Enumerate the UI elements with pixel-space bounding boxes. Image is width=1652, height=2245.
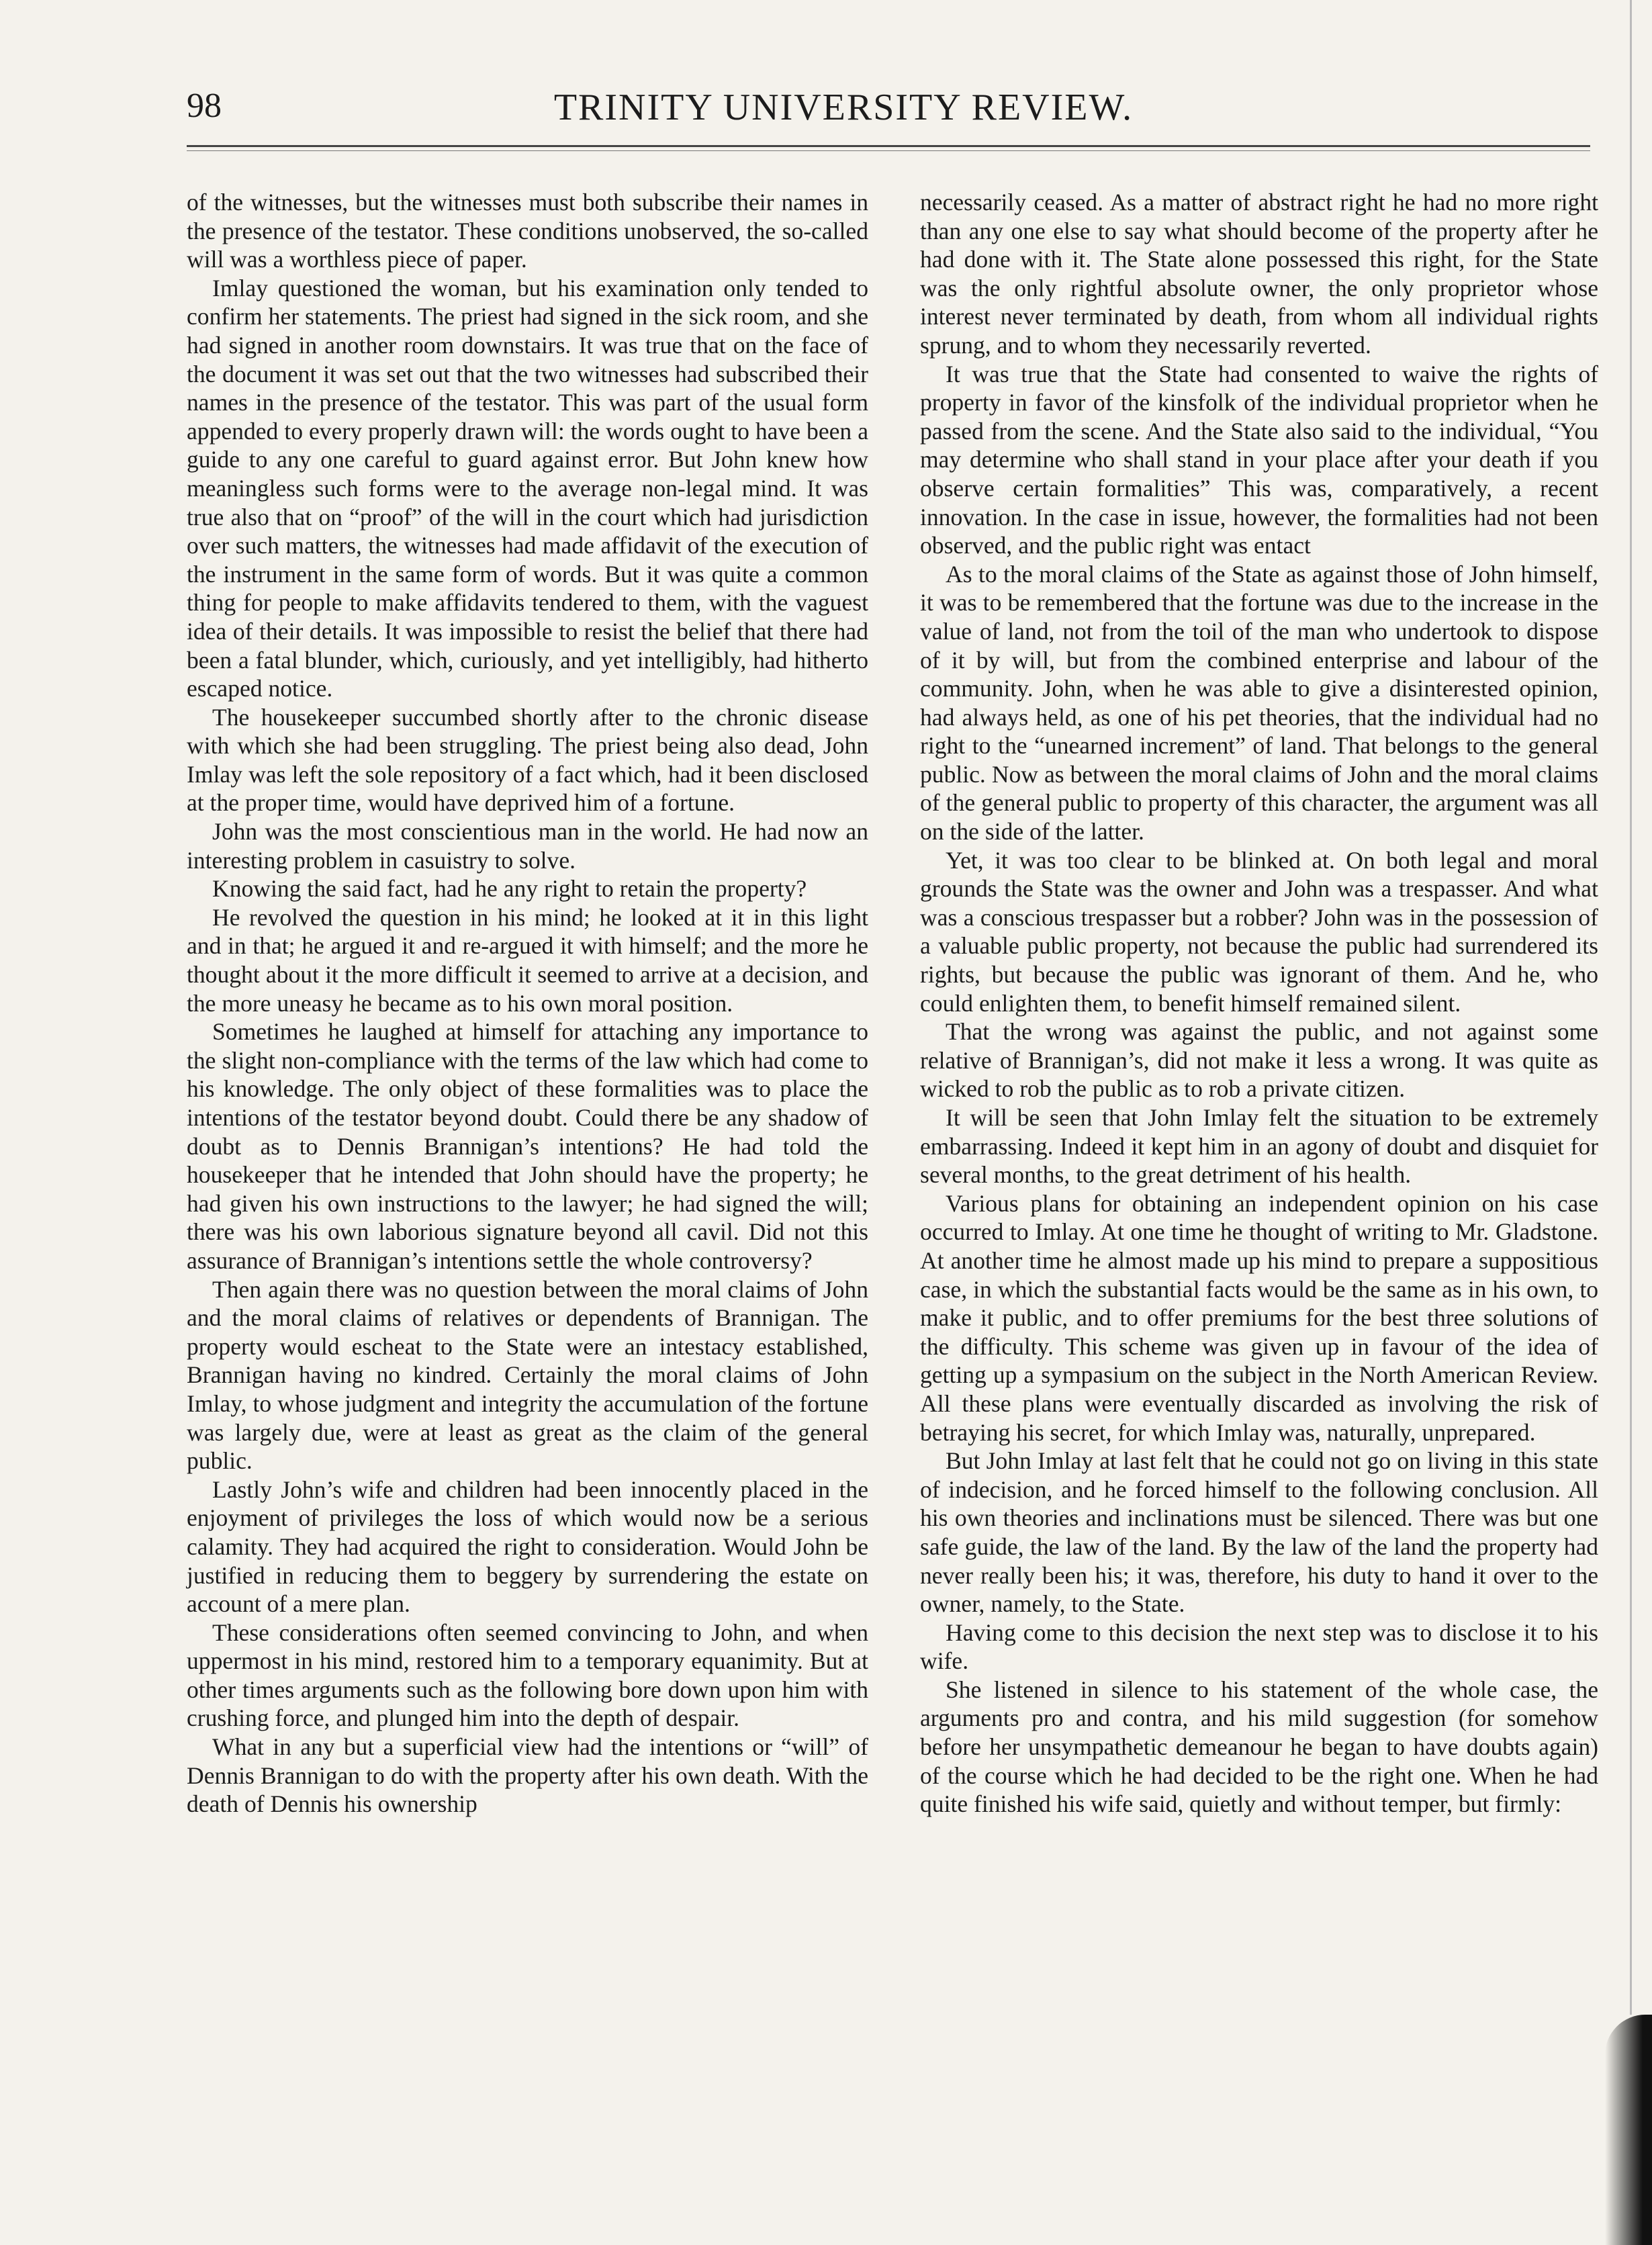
- paragraph: necessarily ceased. As a matter of abstract right he had no more right than any one else to say what should become of the property after he had done with it. The State alone possessed this right, for the State was the only rightful absolute owner, the only proprietor whose interest never terminated by death, from whom all individual rights sprung, and to whom they necessarily reverted.: [920, 189, 1598, 359]
- paragraph: As to the moral claims of the State as against those of John himself, it was to be remembered that the fortune was due to the increase in the value of land, not from the toil of the man who undertook to dispose of it by will, but from the combined enterprise and labour of the community. John, when he was able to give a disinterested opinion, had always held, as one of his pet theories, that the individual had no right to the “unearned increment” of land. That belongs to the general public. Now as between the moral claims of John and the moral claims of the general public to property of this character, the argument was all on the side of the latter.: [920, 560, 1598, 845]
- journal-title: TRINITY UNIVERSITY REVIEW.: [553, 87, 1134, 128]
- header-rule-thin: [187, 150, 1590, 151]
- left-column: [187, 188, 868, 1819]
- paragraph: That the wrong was against the public, and not against some relative of Brannigan’s, did not make it less a wrong. It was quite as wicked to rob the public as to rob a private citizen.: [920, 1018, 1598, 1103]
- paragraph: Then again there was no question between the moral claims of John and the moral claims of relatives or dependents of Brannigan. The property would escheat to the State were an intestacy established, Brannigan having no kindred. Certainly the moral claims of John Imlay, to whose judgment and integrity the accumulation of the fortune was largely due, were at least as great as the claim of the general public.: [187, 1275, 868, 1475]
- page-number: 98: [187, 87, 222, 125]
- paragraph: He revolved the question in his mind; he looked at it in this light and in that; he argued it and re-argued it with himself; and the more he thought about it the more difficult it seemed to arrive at a decision, and the more uneasy he became as to his own moral position.: [187, 903, 868, 1017]
- paragraph: She listened in silence to his statement of the whole case, the arguments pro and contra, and his mild suggestion (for somehow before her unsympathetic demeanour he began to have doubts again) of the course which he had decided to be the right one. When he had quite finished his wife said, quietly and without temper, but firmly:: [920, 1676, 1598, 1818]
- paragraph: These considerations often seemed convincing to John, and when uppermost in his mind, restored him to a temporary equanimity. But at other times arguments such as the following bore down upon him with crushing force, and plunged him into the depth of despair.: [187, 1618, 868, 1732]
- paragraph: What in any but a superficial view had the intentions or “will” of Dennis Brannigan to do with the property after his own death. With the death of Dennis his ownership: [187, 1733, 868, 1818]
- paragraph: Various plans for obtaining an independent opinion on his case occurred to Imlay. At one time he thought of writing to Mr. Gladstone. At another time he almost made up his mind to prepare a suppositious case, in which the substantial facts would be the same as in his own, to make it public, and to offer premiums for the best three solutions of the difficulty. This scheme was given up in favour of the idea of getting up a sympasium on the subject in the North American Review. All these plans were eventually discarded as involving the risk of betraying his secret, for which Imlay was, naturally, unprepared.: [920, 1189, 1598, 1446]
- paragraph: But John Imlay at last felt that he could not go on living in this state of indecision, and he forced himself to the following conclusion. All his own theories and inclinations must be silenced. There was but one safe guide, the law of the land. By the law of the land the property had never really been his; it was, therefore, his duty to hand it over to the owner, namely, to the State.: [920, 1447, 1598, 1618]
- page-edge-line: [1630, 0, 1632, 2015]
- paragraph: Having come to this decision the next step was to disclose it to his wife.: [920, 1618, 1598, 1675]
- right-column: [920, 188, 1598, 1819]
- paragraph: of the witnesses, but the witnesses must both subscribe their names in the presence of the testator. These conditions unobserved, the so-called will was a worthless piece of paper.: [187, 189, 868, 273]
- header-rule: [187, 145, 1590, 147]
- paragraph: Lastly John’s wife and children had been innocently placed in the enjoyment of privileges the loss of which would now be a serious calamity. They had acquired the right to consideration. Would John be justified in reducing them to beggery by surrendering the estate on account of a mere plan.: [187, 1475, 868, 1618]
- paragraph: Sometimes he laughed at himself for attaching any importance to the slight non-compliance with the terms of the law which had come to his knowledge. The only object of these formalities was to place the intentions of the testator beyond doubt. Could there be any shadow of doubt as to Dennis Brannigan’s intentions? He had told the housekeeper that he intended that John should have the property; he had given his own instructions to the lawyer; he had signed the will; there was his own laborious signature beyond all cavil. Did not this assurance of Brannigan’s intentions settle the whole controversy?: [187, 1018, 868, 1274]
- paragraph: The housekeeper succumbed shortly after to the chronic disease with which she had been struggling. The priest being also dead, John Imlay was left the sole repository of a fact which, had it been disclosed at the proper time, would have deprived him of a fortune.: [187, 703, 868, 817]
- paragraph: It will be seen that John Imlay felt the situation to be extremely embarrassing. Indeed it kept him in an agony of doubt and disquiet for several months, to the great detriment of his health.: [920, 1104, 1598, 1189]
- page-corner-shadow: [1605, 2015, 1652, 2245]
- paragraph: John was the most conscientious man in the world. He had now an interesting problem in casuistry to solve.: [187, 818, 868, 874]
- paragraph: Knowing the said fact, had he any right to retain the property?: [212, 875, 807, 903]
- page-header: [187, 86, 1500, 140]
- paragraph: It was true that the State had consented to waive the rights of property in favor of the kinsfolk of the individual proprietor when he passed from the scene. And the State also said to the individual, “You may determine who shall stand in your place after your death if you observe certain formalities” This was, comparatively, a recent innovation. In the case in issue, however, the formalities had not been observed, and the public right was entact: [920, 360, 1598, 559]
- paragraph: Imlay questioned the woman, but his examination only tended to confirm her statements. The priest had signed in the sick room, and she had signed in another room downstairs. It was true that on the face of the document it was set out that the two witnesses had subscribed their names in the presence of the testator. This was part of the usual form appended to every properly drawn will: the words ought to have been a guide to any one careful to guard against error. But John knew how meaningless such forms were to the average non-legal mind. It was true also that on “proof” of the will in the court which had jurisdiction over such matters, the witnesses had made affidavit of the execution of the instrument in the same form of words. But it was quite a common thing for people to make affidavits tendered to them, with the vaguest idea of their details. It was impossible to resist the belief that there had been a fatal blunder, which, curiously, and yet intelligibly, had hitherto escaped notice.: [187, 274, 868, 702]
- paragraph: Yet, it was too clear to be blinked at. On both legal and moral grounds the State was the owner and John was a trespasser. And what was a conscious trespasser but a robber? John was in the possession of a valuable public property, not because the public had surrendered its rights, but because the public was ignorant of them. And he, who could enlighten them, to benefit himself remained silent.: [920, 846, 1598, 1017]
